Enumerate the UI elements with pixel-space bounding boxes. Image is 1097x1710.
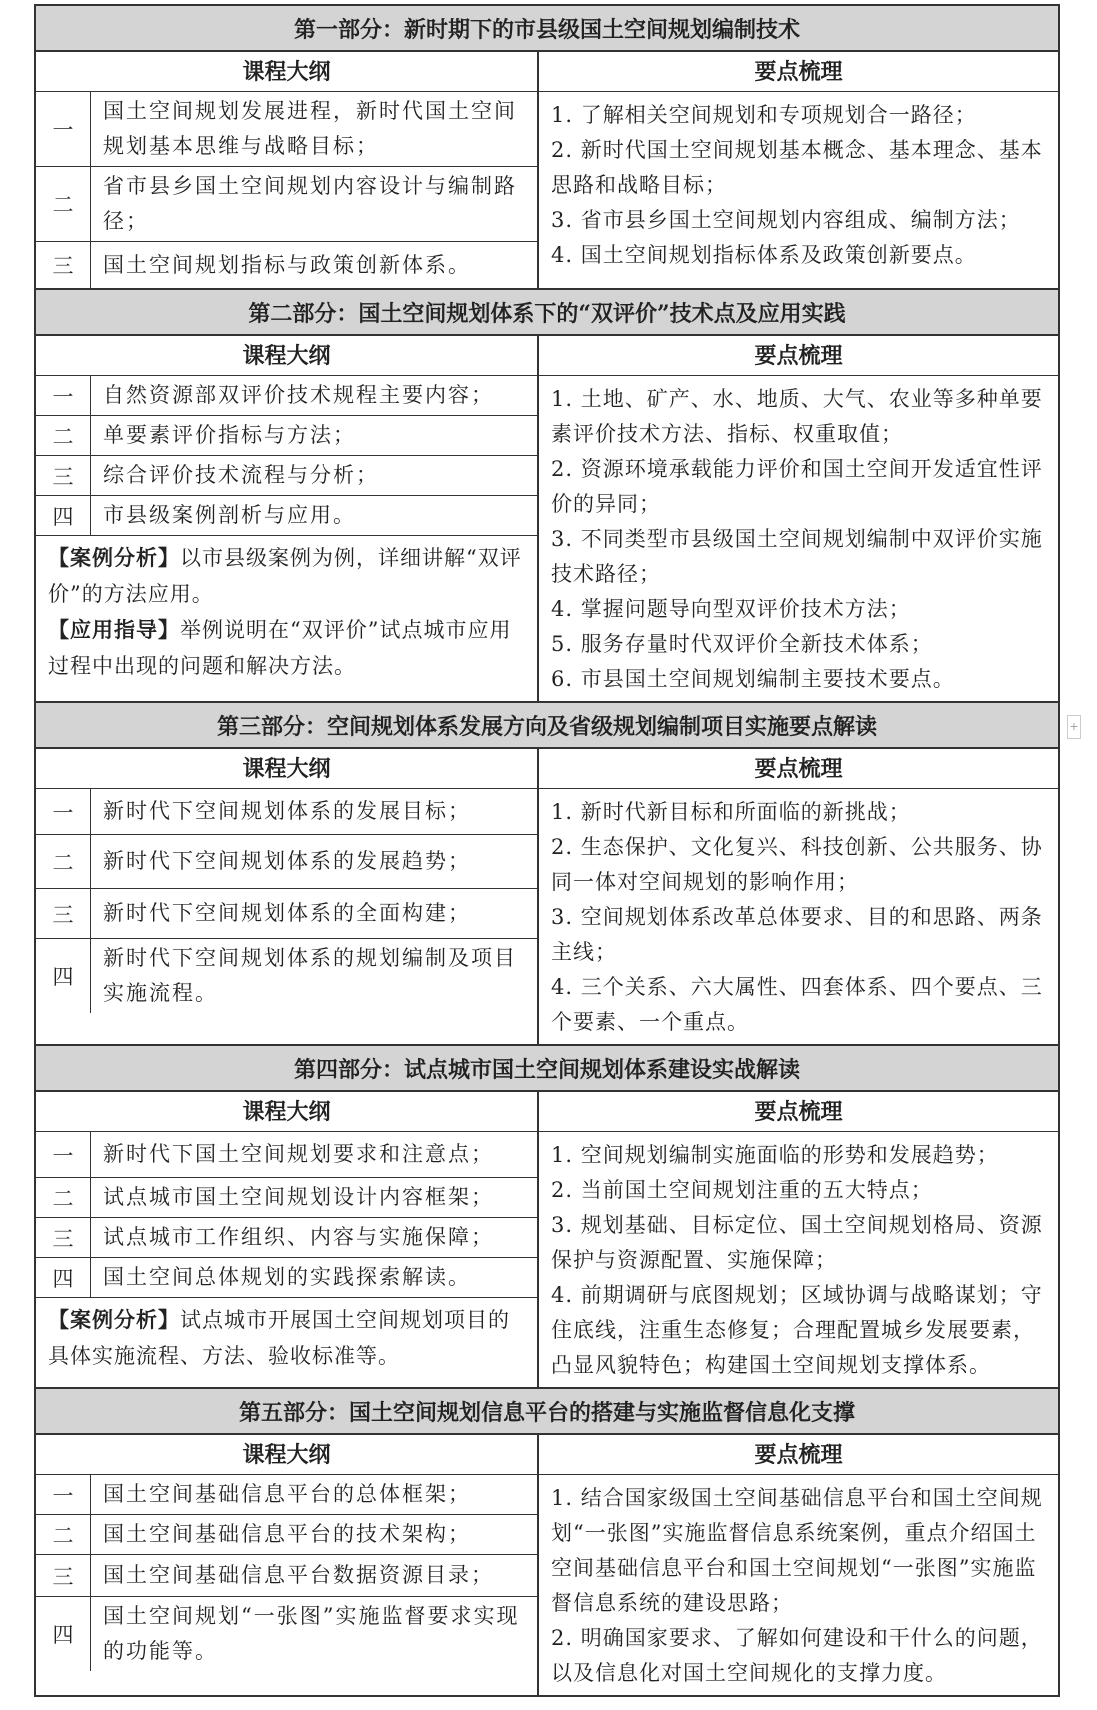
column-header-keypoints: 要点梳理: [754, 1442, 843, 1468]
outline-row-text: 新时代下空间规划体系的发展目标；: [103, 799, 471, 823]
outline-row-text: 市县级案例剖析与应用。: [103, 503, 356, 527]
outline-row-text: 新时代下空间规划体系的发展趋势；: [103, 849, 471, 873]
keypoint-item: 1. 空间规划编制实施面临的形势和发展趋势；: [551, 1143, 999, 1167]
outline-row: [36, 92, 537, 167]
section-body: [36, 789, 1058, 1044]
outline-row-number: 一: [36, 376, 91, 415]
outline-row-text: 国土空间规划指标与政策创新体系。: [103, 252, 471, 277]
section-5: [34, 1387, 1060, 1697]
case-note-text: 以市县级案例为例，详细讲解“双评价”的方法应用。: [48, 546, 522, 606]
course-outline-table: [34, 4, 1060, 1697]
outline-row: [36, 1515, 537, 1555]
section-2: [34, 288, 1060, 701]
outline-row-number: 三: [36, 1218, 91, 1257]
keypoint-item: 1. 新时代新目标和所面临的新挑战；: [551, 800, 911, 824]
keypoint-item: 3. 空间规划体系改革总体要求、目的和思路、两条主线；: [551, 905, 1043, 964]
section-title: 第五部分：国土空间规划信息平台的搭建与实施监督信息化支撑: [36, 1387, 1058, 1435]
case-note-label: 【应用指导】: [48, 617, 180, 642]
outline-row-text: 单要素评价指标与方法；: [103, 423, 356, 447]
keypoint-item: 6. 市县国土空间规划编制主要技术要点。: [551, 667, 955, 691]
outline-row-text: 国土空间基础信息平台的总体框架；: [103, 1482, 471, 1506]
keypoint-item: 4. 三个关系、六大属性、四套体系、四个要点、三个要素、一个重点。: [551, 975, 1043, 1034]
column-header-keypoints: 要点梳理: [754, 59, 843, 85]
column-header-row: [36, 1435, 1058, 1475]
outline-row-number: 四: [36, 496, 91, 535]
outline-row: [36, 835, 537, 889]
section-3: [34, 701, 1060, 1044]
section-body: [36, 1132, 1058, 1387]
outline-row: [36, 1475, 537, 1515]
column-header-row: [36, 336, 1058, 376]
outline-row-text: 国土空间规划“一张图”实施监督要求实现的功能等。: [103, 1604, 520, 1663]
outline-row-text: 国土空间基础信息平台的技术架构；: [103, 1522, 471, 1546]
keypoint-item: 3. 不同类型市县级国土空间规划编制中双评价实施技术路径；: [551, 527, 1043, 586]
outline-row-number: 二: [36, 416, 91, 455]
outline-column: [36, 92, 539, 288]
case-note-label: 【案例分析】: [48, 545, 180, 570]
outline-column: [36, 1475, 539, 1695]
outline-row-number: 三: [36, 1555, 91, 1596]
section-body: [36, 1475, 1058, 1695]
case-notes: [36, 1298, 537, 1378]
outline-row-text: 新时代下空间规划体系的规划编制及项目实施流程。: [103, 946, 517, 1005]
case-note-text: 试点城市开展国土空间规划项目的具体实施流程、方法、验收标准等。: [48, 1308, 510, 1368]
keypoint-item: 2. 当前国土空间规划注重的五大特点；: [551, 1178, 933, 1202]
column-header-outline: 课程大纲: [36, 1435, 539, 1474]
keypoint-item: 4. 掌握问题导向型双评价技术方法；: [551, 597, 911, 621]
column-header-outline: 课程大纲: [36, 1092, 539, 1131]
outline-row: [36, 496, 537, 536]
outline-row: [36, 1132, 537, 1178]
outline-row-number: 四: [36, 1258, 91, 1297]
outline-row-number: 一: [36, 1132, 91, 1177]
keypoint-item: 2. 明确国家要求、了解如何建设和干什么的问题，以及信息化对国土空间规化的支撑力度。: [551, 1626, 1043, 1685]
keypoint-item: 2. 新时代国土空间规划基本概念、基本理念、基本思路和战略目标；: [551, 138, 1043, 197]
keypoint-item: 1. 结合国家级国土空间基础信息平台和国土空间规划“一张图”实施监督信息系统案例，重点介绍国土空间基础信息平台和国土空间规划“一张图”实施监督信息系统的建设思路；: [551, 1486, 1043, 1615]
column-header-keypoints: 要点梳理: [754, 1099, 843, 1125]
keypoints-column: [539, 376, 1058, 701]
outline-row-number: 三: [36, 242, 91, 288]
keypoints-column: [539, 1132, 1058, 1387]
column-header-row: [36, 52, 1058, 92]
outline-column: [36, 789, 539, 1044]
outline-row: [36, 1597, 537, 1671]
outline-row: [36, 1178, 537, 1218]
case-notes: [36, 536, 537, 688]
keypoint-item: 2. 生态保护、文化复兴、科技创新、公共服务、协同一体对空间规划的影响作用；: [551, 835, 1043, 894]
add-icon[interactable]: +: [1067, 715, 1081, 739]
section-title: 第四部分：试点城市国土空间规划体系建设实战解读: [36, 1044, 1058, 1092]
outline-row: [36, 1258, 537, 1298]
outline-row-text: 省市县乡国土空间规划内容设计与编制路径；: [103, 174, 517, 233]
section-title: 第二部分：国土空间规划体系下的“双评价”技术点及应用实践: [36, 288, 1058, 336]
outline-row-number: 二: [36, 167, 91, 241]
column-header-outline: 课程大纲: [36, 336, 539, 375]
outline-row: [36, 376, 537, 416]
outline-row: [36, 242, 537, 288]
outline-row-text: 试点城市工作组织、内容与实施保障；: [103, 1225, 494, 1249]
outline-row-text: 新时代下国土空间规划要求和注意点；: [103, 1142, 494, 1166]
outline-row-number: 一: [36, 789, 91, 834]
column-header-keypoints: 要点梳理: [754, 343, 843, 369]
keypoint-item: 4. 前期调研与底图规划；区域协调与战略谋划；守住底线，注重生态修复；合理配置城乡发展要素，凸显风貌特色；构建国土空间规划支撑体系。: [551, 1283, 1043, 1377]
outline-row-text: 综合评价技术流程与分析；: [103, 463, 379, 487]
column-header-row: [36, 1092, 1058, 1132]
outline-row: [36, 456, 537, 496]
section-title: 第三部分：空间规划体系发展方向及省级规划编制项目实施要点解读: [36, 701, 1058, 749]
column-header-outline: 课程大纲: [36, 749, 539, 788]
case-note: [48, 1302, 527, 1374]
outline-row: [36, 167, 537, 242]
section-1: [34, 4, 1060, 288]
outline-row-number: 二: [36, 835, 91, 888]
outline-row-number: 二: [36, 1515, 91, 1554]
case-note-label: 【案例分析】: [48, 1307, 180, 1332]
outline-row: [36, 789, 537, 835]
column-header-keypoints: 要点梳理: [754, 756, 843, 782]
keypoint-item: 3. 省市县乡国土空间规划内容组成、编制方法；: [551, 208, 1021, 232]
outline-row-text: 国土空间基础信息平台数据资源目录；: [103, 1563, 494, 1587]
outline-row-number: 一: [36, 1475, 91, 1514]
outline-column: [36, 376, 539, 701]
section-body: [36, 92, 1058, 288]
outline-row-number: 四: [36, 939, 91, 1013]
outline-row-text: 试点城市国土空间规划设计内容框架；: [103, 1185, 494, 1209]
keypoint-item: 3. 规划基础、目标定位、国土空间规划格局、资源保护与资源配置、实施保障；: [551, 1213, 1043, 1272]
outline-row-number: 二: [36, 1178, 91, 1217]
outline-row: [36, 1555, 537, 1597]
section-body: [36, 376, 1058, 701]
case-note-text: 举例说明在“双评价”试点城市应用过程中出现的问题和解决方法。: [48, 618, 512, 678]
outline-row-number: 四: [36, 1597, 91, 1671]
outline-row-text: 新时代下空间规划体系的全面构建；: [103, 901, 471, 925]
keypoints-column: [539, 789, 1058, 1044]
case-note: [48, 540, 527, 612]
keypoint-item: 4. 国土空间规划指标体系及政策创新要点。: [551, 243, 977, 267]
outline-row-number: 一: [36, 92, 91, 166]
outline-row-number: 三: [36, 889, 91, 938]
keypoints-column: [539, 92, 1058, 288]
outline-row: [36, 416, 537, 456]
keypoints-column: [539, 1475, 1058, 1695]
outline-column: [36, 1132, 539, 1387]
section-title: 第一部分：新时期下的市县级国土空间规划编制技术: [36, 4, 1058, 52]
keypoint-item: 1. 了解相关空间规划和专项规划合一路径；: [551, 103, 977, 127]
section-4: [34, 1044, 1060, 1387]
outline-row-text: 国土空间规划发展进程，新时代国土空间规划基本思维与战略目标；: [103, 99, 517, 158]
column-header-outline: 课程大纲: [36, 52, 539, 91]
outline-row-number: 三: [36, 456, 91, 495]
case-note: [48, 612, 527, 684]
column-header-row: [36, 749, 1058, 789]
keypoint-item: 1. 土地、矿产、水、地质、大气、农业等多种单要素评价技术方法、指标、权重取值；: [551, 387, 1043, 446]
keypoint-item: 5. 服务存量时代双评价全新技术体系；: [551, 632, 933, 656]
outline-row: [36, 889, 537, 939]
outline-row: [36, 1218, 537, 1258]
outline-row: [36, 939, 537, 1013]
outline-row-text: 国土空间总体规划的实践探索解读。: [103, 1265, 471, 1289]
outline-row-text: 自然资源部双评价技术规程主要内容；: [103, 383, 494, 407]
keypoint-item: 2. 资源环境承载能力评价和国土空间开发适宜性评价的异同；: [551, 457, 1043, 516]
